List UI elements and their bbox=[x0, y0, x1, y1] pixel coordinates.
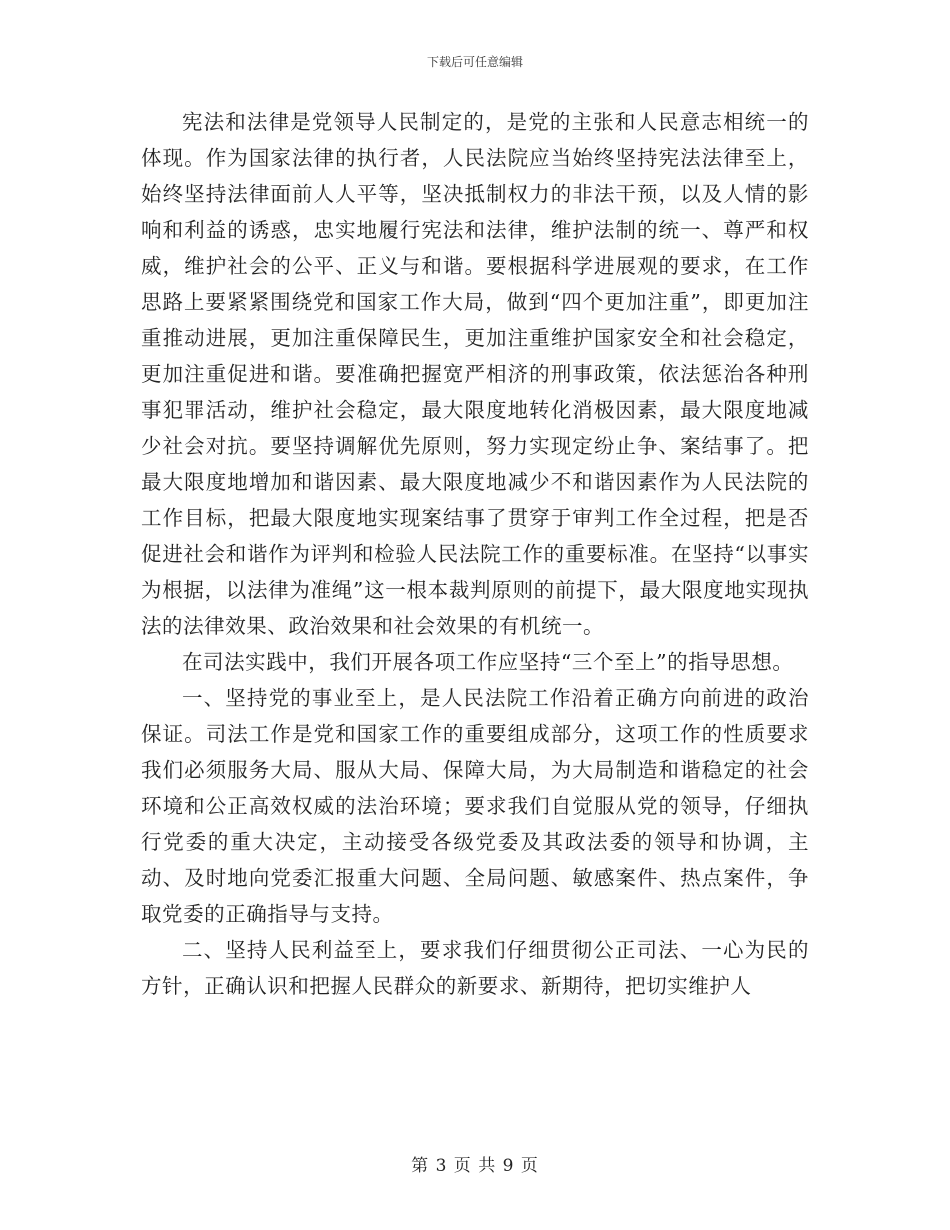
paragraph-1: 宪法和法律是党领导人民制定的，是党的主张和人民意志相统一的体现。作为国家法律的执行者，人民法院应当始终坚持宪法法律至上，始终坚持法律面前人人平等，坚决抵制权力的非法干预，以及人情的影响和利益的诱惑，忠实地履行宪法和法律，维护法制的统一、尊严和权威，维护社会的公平、正义与和谐。要根据科学进展观的要求，在工作思路上要紧紧围绕党和国家工作大局，做到“四个更加注重”，即更加注重推动进展，更加注重保障民生，更加注重维护国家安全和社会稳定，更加注重促进和谐。要准确把握宽严相济的刑事政策，依法惩治各种刑事犯罪活动，维护社会稳定，最大限度地转化消极因素，最大限度地减少社会对抗。要坚持调解优先原则，努力实现定纷止争、案结事了。把最大限度地增加和谐因素、最大限度地减少不和谐因素作为人民法院的工作目标，把最大限度地实现案结事了贯穿于审判工作全过程，把是否促进社会和谐作为评判和检验人民法院工作的重要标准。在坚持“以事实为根据，以法律为准绳”这一根本裁判原则的前提下，最大限度地实现执法的法律效果、政治效果和社会效果的有机统一。 bbox=[141, 110, 809, 638]
paragraph-2: 在司法实践中，我们开展各项工作应坚持“三个至上”的指导思想。 bbox=[182, 650, 794, 674]
page-footer: 第 3 页 共 9 页 bbox=[411, 1156, 539, 1176]
document-body bbox=[141, 104, 809, 1004]
paragraph-3: 一、坚持党的事业至上，是人民法院工作沿着正确方向前进的政治保证。司法工作是党和国家工作的重要组成部分，这项工作的性质要求我们必须服务大局、服从大局、保障大局，为大局制造和谐稳定的社会环境和公正高效权威的法治环境；要求我们自觉服从党的领导，仔细执行党委的重大决定，主动接受各级党委及其政法委的领导和协调，主动、及时地向党委汇报重大问题、全局问题、敏感案件、热点案件，争取党委的正确指导与支持。 bbox=[141, 686, 809, 926]
page-header: 下载后可任意编辑 bbox=[426, 55, 523, 69]
paragraph-4: 二、坚持人民利益至上，要求我们仔细贯彻公正司法、一心为民的方针，正确认识和把握人民群众的新要求、新期待，把切实维护人 bbox=[141, 938, 809, 998]
